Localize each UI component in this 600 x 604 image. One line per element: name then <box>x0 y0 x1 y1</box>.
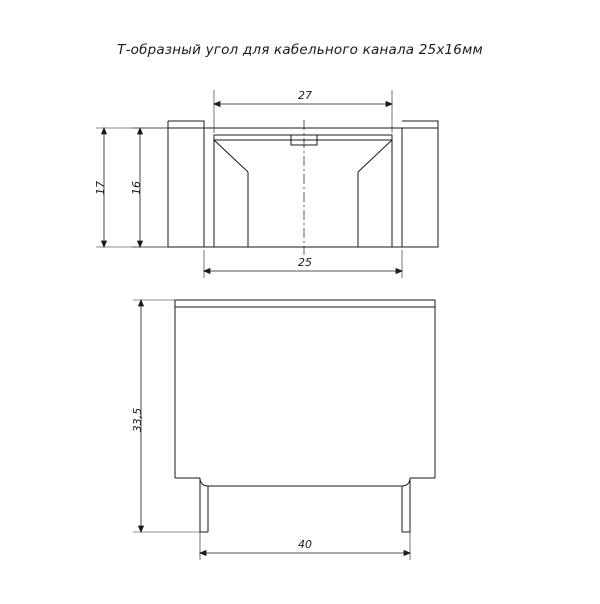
dim-16-label: 16 <box>130 181 143 195</box>
dim-17-label: 17 <box>94 181 107 195</box>
dimension-labels <box>94 89 312 551</box>
top-view-dimension-lines <box>139 300 411 556</box>
dim-40-label: 40 <box>298 538 312 551</box>
page-title: Т-образный угол для кабельного канала 25х16мм <box>117 42 483 58</box>
front-view-dimension-lines <box>102 102 403 274</box>
dim-33-5-label: 33,5 <box>131 407 144 433</box>
front-view-geometry <box>168 121 438 247</box>
dim-25-label: 25 <box>298 256 312 269</box>
top-view-geometry <box>175 300 435 532</box>
dim-27-label: 27 <box>298 89 312 102</box>
